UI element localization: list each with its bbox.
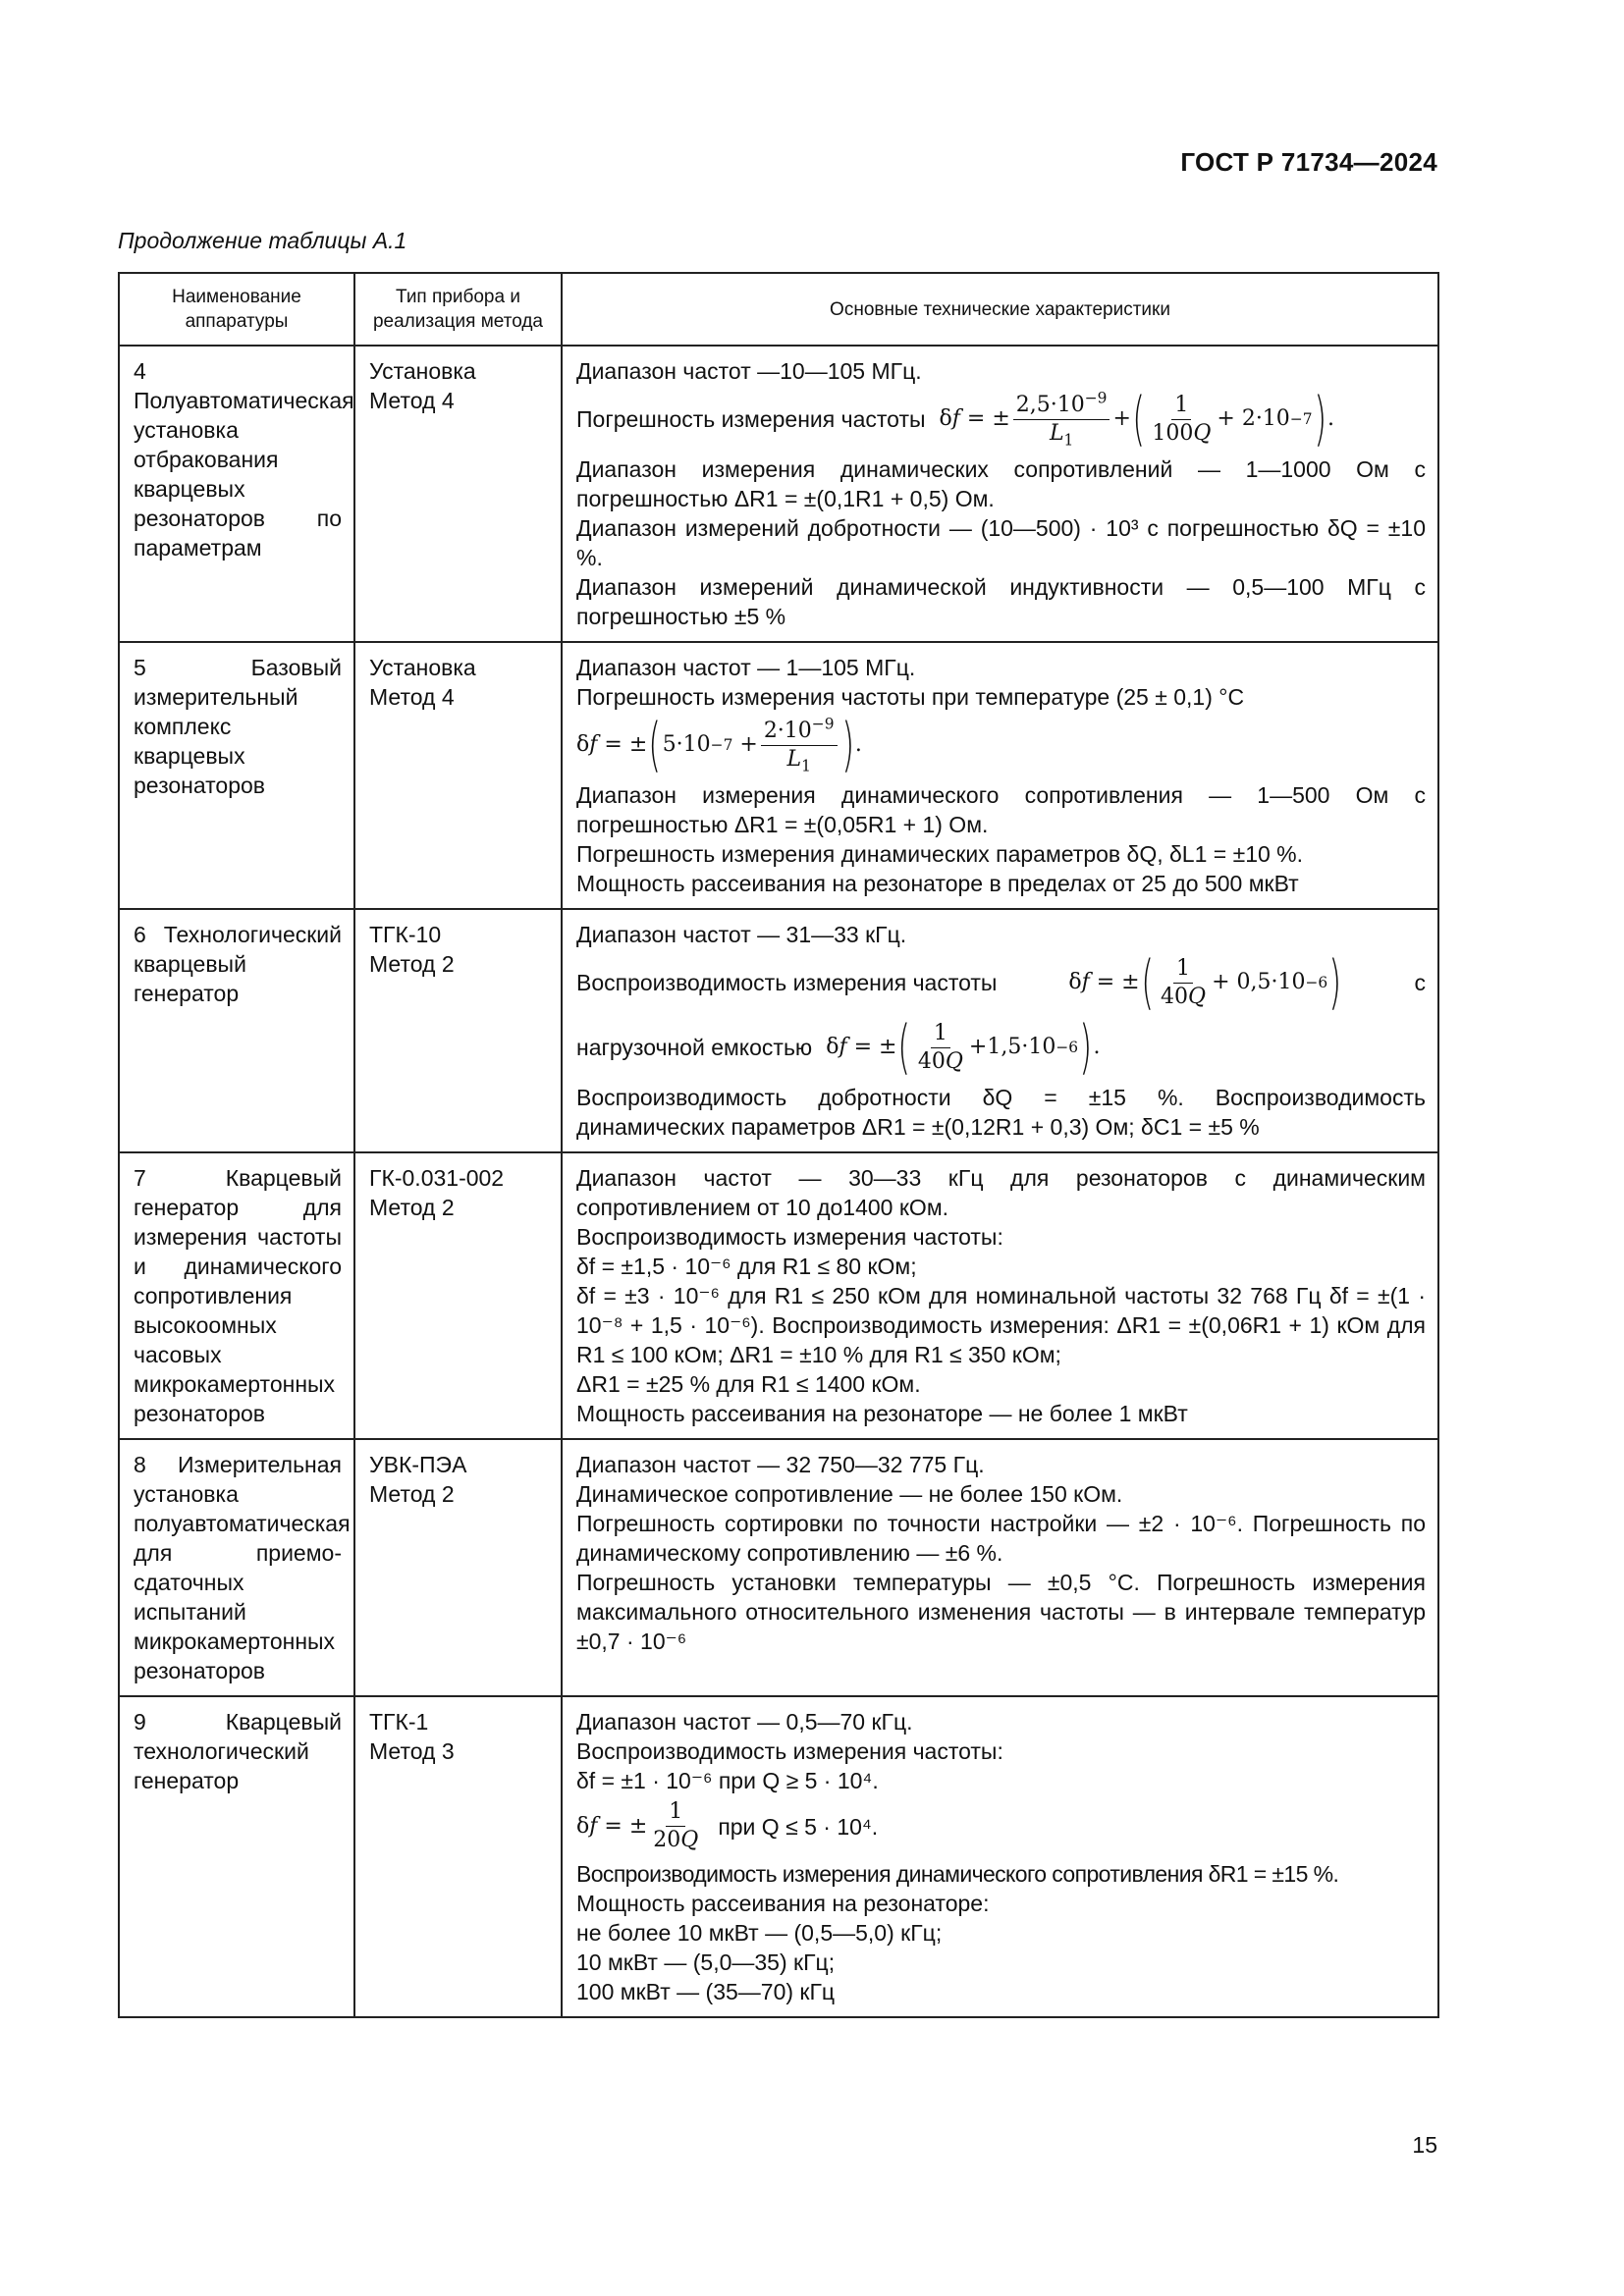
table-caption: Продолжение таблицы А.1 [118,228,407,253]
spec-formula [576,1799,1426,1853]
frequency-reproducibility-formula: δ f = ± $\frac{1}{20Q}$ [576,1799,699,1852]
device-type: ГК-0.031-002 [369,1165,505,1191]
spec-line: Погрешность измерения частоты [576,406,926,432]
spec-line: Погрешность измерения частоты при температуре (25 ± 0,1) °С [576,684,1245,710]
row-type [354,346,562,642]
frequency-error-formula: δ f = ± ( 5·10 −7 + $\frac{2\cdot 10^{-9}}{L_1}$ ) . [576,711,862,779]
method: Метод 3 [369,1738,455,1764]
standard-header: ГОСТ Р 71734—2024 [1180,147,1437,177]
spec-line: Воспроизводимость измерения частоты: [576,1738,1003,1764]
spec-line: при Q ≤ 5 · 10⁴. [718,1813,879,1840]
spec-line: Мощность рассеивания на резонаторе — не более 1 мкВт [576,1401,1188,1426]
table-row [119,1696,1438,2017]
spec-line: Мощность рассеивания на резонаторе в пределах от 25 до 500 мкВт [576,871,1299,896]
method: Метод 4 [369,684,455,710]
spec-formula [576,711,1426,779]
row-name: 8 Измерительная установка полуавтоматическая для приемо-сдаточных испытаний микрокамертонных резонаторов [119,1439,354,1696]
spec-line: Погрешность сортировки по точности настройки — ±2 · 10⁻⁶. Погрешность по динамическому сопротивлению — ±6 %. [576,1511,1426,1566]
method: Метод 2 [369,1481,455,1507]
spec-formula [576,385,1426,454]
spec-line: Диапазон частот — 30—33 кГц для резонаторов с динамическим сопротивлением от 10 до1400 кОм. [576,1165,1426,1220]
table-row [119,1152,1438,1439]
spec-line: Диапазон измерения динамического сопротивления — 1—500 Ом с погрешностью ΔR1 = ±(0,05R1 + 1) Ом. [576,782,1426,837]
spec-line: δf = ±1,5 · 10⁻⁶ для R1 ≤ 80 кОм; [576,1254,917,1279]
row-name: 4 Полуавтоматическая установка отбракования кварцевых резонаторов по параметрам [119,346,354,642]
spec-line: Воспроизводимость измерения частоты [576,970,998,995]
spec-line: δf = ±3 · 10⁻⁶ для R1 ≤ 250 кОм для номинальной частоты 32 768 Гц δf = ±(1 · 10⁻⁸ + 1,5 · 10⁻⁶). Воспроизводимость измерения: ΔR1 = ±(0,06R1 + 1) кОм для R1 ≤ 100 кОм; ΔR1 = ±10 % для R1 ≤ 350 кОм; [576,1283,1426,1367]
spec-formula [576,1013,1426,1082]
spec-line: 10 мкВт — (5,0—35) кГц; [576,1949,836,1975]
table-header-row [119,273,1438,346]
row-type [354,909,562,1152]
device-type: ТГК-1 [369,1709,429,1735]
spec-line: Диапазон частот —10—105 МГц. [576,358,922,384]
spec-line: Погрешность установки температуры — ±0,5 °С. Погрешность измерения максимального относительного изменения частоты — в интервале температур ±0,7 · 10⁻⁶ [576,1570,1426,1654]
spec-line: ΔR1 = ±25 % для R1 ≤ 1400 кОм. [576,1371,921,1397]
spec-line: Диапазон частот — 1—105 МГц. [576,655,916,680]
spec-formula [576,948,1426,1017]
row-type [354,642,562,909]
device-type: Установка [369,655,476,680]
row-type [354,1439,562,1696]
spec-line: нагрузочной емкостью [576,1035,813,1060]
row-name: 6 Технологический кварцевый генератор [119,909,354,1152]
row-specs [562,1439,1438,1696]
reproducibility-formula: δ f = ± ( $\frac{1}{40Q}$ + 0,5·10 −6 ) [1068,948,1342,1017]
spec-line: Погрешность измерения динамических параметров δQ, δL1 = ±10 %. [576,841,1304,867]
row-specs [562,1696,1438,2017]
row-name: 5 Базовый измерительный комплекс кварцевых резонаторов [119,642,354,909]
table-row [119,909,1438,1152]
device-type: Установка [369,358,476,384]
method: Метод 2 [369,951,455,977]
table-row [119,1439,1438,1696]
row-specs [562,642,1438,909]
frequency-error-formula: δ f = ± $\frac{2,5\cdot 10^{-9}}{L_1}$ + ( $\frac{1}{100Q}$ + 2·10 −7 ) . [939,385,1334,454]
device-type: УВК-ПЭА [369,1452,467,1477]
spec-line: Мощность рассеивания на резонаторе: [576,1891,990,1916]
spec-line: 100 мкВт — (35—70) кГц [576,1979,836,2004]
row-specs [562,346,1438,642]
method: Метод 2 [369,1195,455,1220]
spec-line: Диапазон измерений добротности — (10—500) · 10³ с погрешностью δQ = ±10 %. [576,515,1426,570]
spec-line: Динамическое сопротивление — не более 150 кОм. [576,1481,1123,1507]
header-specs: Основные технические характеристики [562,273,1438,346]
spec-line: не более 10 мкВт — (0,5—5,0) кГц; [576,1920,943,1946]
header-name: Наименование аппаратуры [119,273,354,346]
spec-line: Диапазон частот — 31—33 кГц. [576,922,907,947]
spec-line: Воспроизводимость измерения динамического сопротивления δR1 = ±15 %. [576,1861,1339,1887]
spec-line: Диапазон измерений динамической индуктивности — 0,5—100 МГц с погрешностью ±5 % [576,574,1426,629]
row-specs [562,909,1438,1152]
spec-line: Воспроизводимость добротности δQ = ±15 %. Воспроизводимость динамических параметров ΔR1 = ±(0,12R1 + 0,3) Ом; δC1 = ±5 % [576,1085,1426,1140]
table-row [119,642,1438,909]
spec-line: Воспроизводимость измерения частоты: [576,1224,1003,1250]
specs-table [118,272,1439,2018]
row-name: 7 Кварцевый генератор для измерения частоты и динамического сопротивления высокоомных часовых микрокамертонных резонаторов [119,1152,354,1439]
spec-line: Диапазон частот — 32 750—32 775 Гц. [576,1452,985,1477]
spec-line: Диапазон частот — 0,5—70 кГц. [576,1709,913,1735]
spec-line: с [1414,970,1426,995]
row-type [354,1696,562,2017]
row-name: 9 Кварцевый технологический генератор [119,1696,354,2017]
device-type: ТГК-10 [369,922,442,947]
spec-line: Диапазон измерения динамических сопротивлений — 1—1000 Ом с погрешностью ΔR1 = ±(0,1R1 + 0,5) Ом. [576,456,1426,511]
load-capacitance-formula: δ f = ± ( $\frac{1}{40Q}$ +1,5·10 −6 ) . [826,1013,1101,1082]
row-specs [562,1152,1438,1439]
row-type [354,1152,562,1439]
header-type: Тип прибора и реализация метода [354,273,562,346]
table-row [119,346,1438,642]
page-number: 15 [1412,2132,1437,2158]
method: Метод 4 [369,388,455,413]
spec-line: δf = ±1 · 10⁻⁶ при Q ≥ 5 · 10⁴. [576,1768,879,1793]
